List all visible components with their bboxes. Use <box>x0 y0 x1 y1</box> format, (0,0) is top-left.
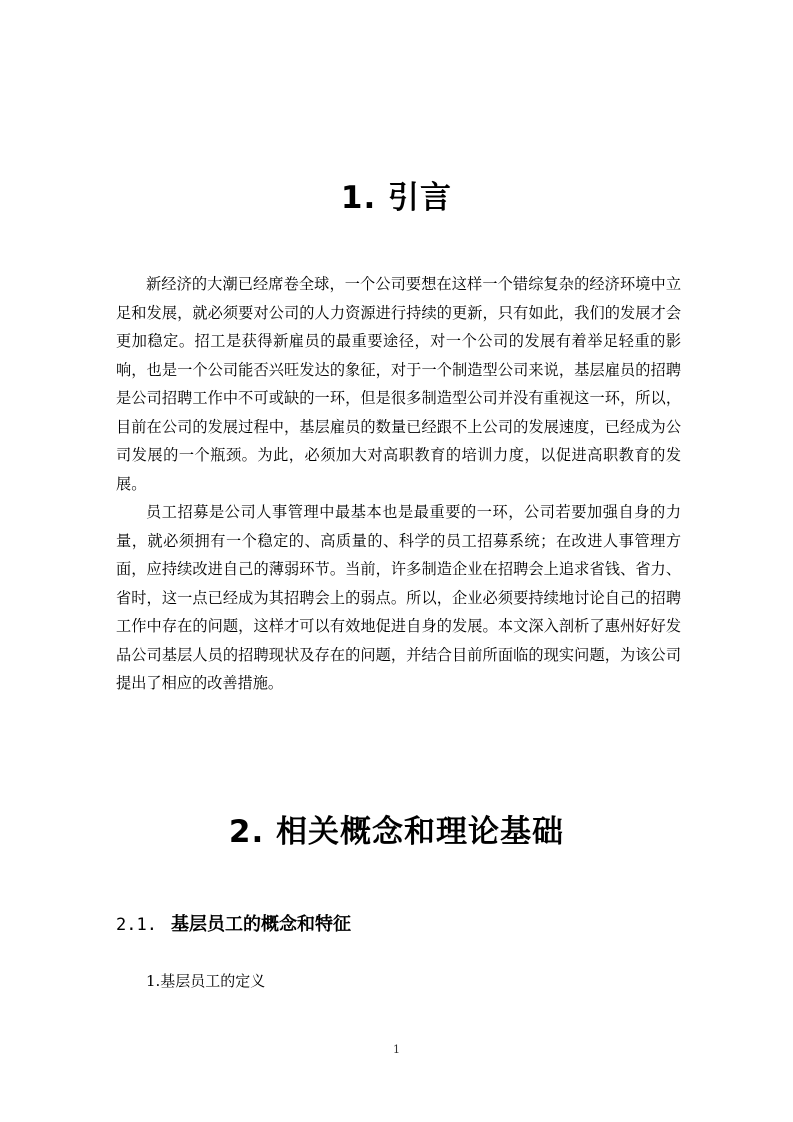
subsubsection-heading: 1.基层员工的定义 <box>146 972 266 990</box>
section-1-heading: 1. 引言 <box>340 180 453 216</box>
page-number: 1 <box>393 1043 400 1056</box>
paragraph: 员工招募是公司人事管理中最基本也是最重要的一环，公司若要加强自身的力量，就必须拥有一个稳定的、高质量的、科学的员工招募系统；在改进人事管理方面，应持续改进自己的薄弱环节。当前，许多制造企业在招聘会上追求省钱、省力、省时，这一点已经成为其招聘会上的弱点。所以，企业必须要持续地讨论自己的招聘工作中存在的问题，这样才可以有效地促进自身的发展。本文深入剖析了惠州好好发品公司基层人员的招聘现状及存在的问题，并结合目前所面临的现实问题，为该公司提出了相应的改善措施。 <box>116 503 681 692</box>
subsection-number: 2.1. <box>116 915 157 935</box>
subsection-title: 基层员工的概念和特征 <box>170 914 351 935</box>
paragraph: 新经济的大潮已经席卷全球，一个公司要想在这样一个错综复杂的经济环境中立足和发展，就必须要对公司的人力资源进行持续的更新，只有如此，我们的发展才会更加稳定。招工是获得新雇员的最重要途径，对一个公司的发展有着举足轻重的影响，也是一个公司能否兴旺发达的象征，对于一个制造型公司来说，基层雇员的招聘是公司招聘工作中不可或缺的一环，但是很多制造型公司并没有重视这一环，所以，目前在公司的发展过程中，基层雇员的数量已经跟不上公司的发展速度，已经成为公司发展的一个瓶颈。为此，必须加大对高职教育的培训力度，以促进高职教育的发展。 <box>116 275 681 493</box>
subsection-heading <box>116 910 351 936</box>
section-2-heading: 2. 相关概念和理论基础 <box>228 814 565 850</box>
section-1-body <box>116 270 681 698</box>
